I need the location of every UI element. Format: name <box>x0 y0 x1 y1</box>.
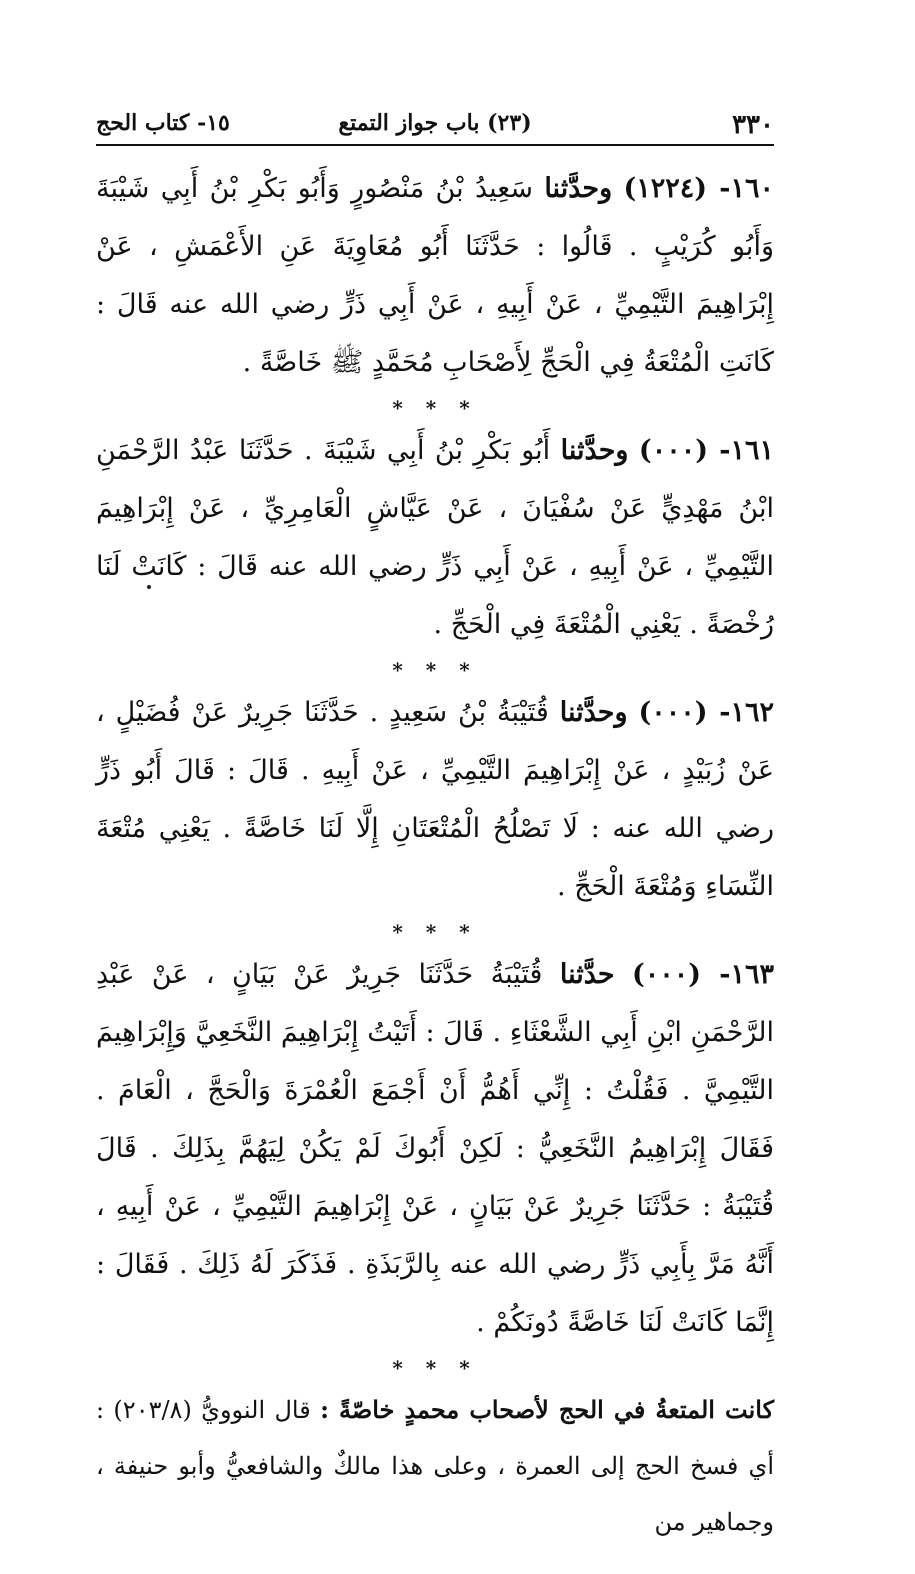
hadith-161 <box>96 422 774 654</box>
hadith-lead: وحدَّثنا <box>559 697 628 728</box>
hadith-number: ١٦٢- (٠٠٠) <box>638 697 774 728</box>
chapter-title: (٢٣) باب جواز التمتع <box>338 110 532 136</box>
note-text: قال النوويُّ (٢٠٣/٨) : أي فسخ الحج إلى العمرة ، وعلى هذا مالكٌ والشافعيُّ وأبو حنيفة ، وجماهير من <box>96 1396 774 1536</box>
section-separator: * * * <box>392 1356 478 1380</box>
section-separator: * * * <box>392 396 478 420</box>
commentary-note <box>96 1382 774 1550</box>
hadith-162 <box>96 684 774 916</box>
section-separator: * * * <box>392 658 478 682</box>
running-header <box>96 104 774 146</box>
hadith-163 <box>96 946 774 1352</box>
book-title: ١٥- كتاب الحج <box>96 110 230 136</box>
hadith-text: قُتَيْبَةُ بْنُ سَعِيدٍ . حَدَّثَنَا جَرِيرٌ عَنْ فُضَيْلٍ ، عَنْ زُبَيْدٍ ، عَنْ إِبْرَاهِيمَ التَّيْمِيِّ ، عَنْ أَبِيهِ . قَالَ : قَالَ أَبُو ذَرٍّ رضي الله عنه : لَا تَصْلُحُ الْمُتْعَتَانِ إِلَّا لَنَا خَاصَّةً . يَعْنِي مُتْعَةَ النِّسَاءِ وَمُتْعَةَ الْحَجِّ . <box>96 697 774 902</box>
hadith-number: ١٦٣- (٠٠٠) <box>632 959 774 990</box>
hadith-text: سَعِيدُ بْنُ مَنْصُورٍ وَأَبُو بَكْرِ بْنُ أَبِي شَيْبَةَ وَأَبُو كُرَيْبٍ . قَالُوا : حَدَّثَنَا أَبُو مُعَاوِيَةَ عَنِ الأَعْمَشِ ، عَنْ إِبْرَاهِيمَ التَّيْمِيِّ ، عَنْ أَبِيهِ ، عَنْ أَبِي ذَرٍّ رضي الله عنه قَالَ : كَانَتِ الْمُتْعَةُ فِي الْحَجِّ لِأَصْحَابِ مُحَمَّدٍ ﷺ خَاصَّةً . <box>96 173 774 378</box>
hadith-number: ١٦٠- (١٢٢٤) <box>623 173 774 204</box>
hadith-160 <box>96 160 774 392</box>
scan-speck <box>147 585 151 589</box>
hadith-lead: وحدَّثنا <box>560 435 629 466</box>
note-lead: كانت المتعةُ في الحج لأصحاب محمدٍ خاصّةً : <box>320 1395 775 1424</box>
page-number: ٣٣٠ <box>732 110 774 140</box>
hadith-number: ١٦١- (٠٠٠) <box>638 435 774 466</box>
hadith-text: أَبُو بَكْرِ بْنُ أَبِي شَيْبَةَ . حَدَّثَنَا عَبْدُ الرَّحْمَنِ ابْنُ مَهْدِيٍّ عَنْ سُفْيَانَ ، عَنْ عَيَّاشٍ الْعَامِرِيِّ ، عَنْ إِبْرَاهِيمَ التَّيْمِيِّ ، عَنْ أَبِيهِ ، عَنْ أَبِي ذَرٍّ رضي الله عنه قَالَ : كَانَتْ لَنَا رُخْصَةً . يَعْنِي الْمُتْعَةَ فِي الْحَجِّ . <box>96 435 774 640</box>
hadith-text: قُتَيْبَةُ حَدَّثَنَا جَرِيرٌ عَنْ بَيَانٍ ، عَنْ عَبْدِ الرَّحْمَنِ ابْنِ أَبِي الشَّعْثَاءِ . قَالَ : أَتَيْتُ إِبْرَاهِيمَ النَّخَعِيَّ وَإِبْرَاهِيمَ التَّيْمِيَّ . فَقُلْتُ : إِنِّي أَهُمُّ أَنْ أَجْمَعَ الْعُمْرَةَ وَالْحَجَّ ، الْعَامَ . فَقَالَ إِبْرَاهِيمُ النَّخَعِيُّ : لَكِنْ أَبُوكَ لَمْ يَكُنْ لِيَهُمَّ بِذَلِكَ . قَالَ قُتَيْبَةُ : حَدَّثَنَا جَرِيرٌ عَنْ بَيَانٍ ، عَنْ إِبْرَاهِيمَ التَّيْمِيِّ ، عَنْ أَبِيهِ ، أَنَّهُ مَرَّ بِأَبِي ذَرٍّ رضي الله عنه بِالرَّبَذَةِ . فَذَكَرَ لَهُ ذَلِكَ . فَقَالَ : إِنَّمَا كَانَتْ لَنَا خَاصَّةً دُونَكُمْ . <box>96 959 774 1338</box>
hadith-lead: حدَّثنا <box>559 959 615 990</box>
section-separator: * * * <box>392 920 478 944</box>
hadith-lead: وحدَّثنا <box>544 173 613 204</box>
